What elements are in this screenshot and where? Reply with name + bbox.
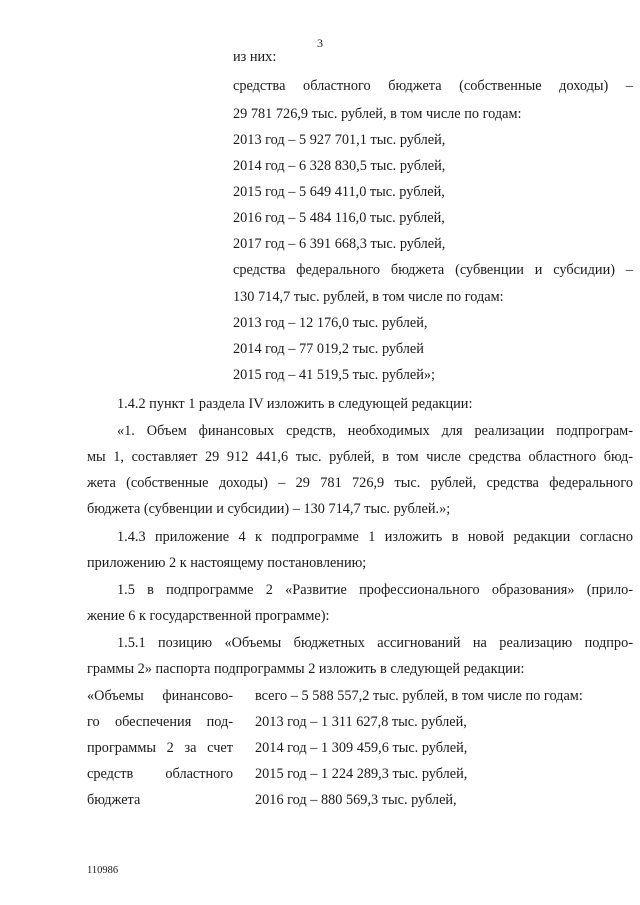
text-line: граммы 2» паспорта подпрограммы 2 изложить в следующей редакции: bbox=[87, 661, 525, 677]
table-right-cell: 2016 год – 880 569,3 тыс. рублей, bbox=[255, 792, 457, 808]
table-left-cell: программы 2 за счет bbox=[87, 740, 233, 756]
table-right-cell: 2013 год – 1 311 627,8 тыс. рублей, bbox=[255, 714, 467, 730]
text-line: 2014 год – 77 019,2 тыс. рублей bbox=[233, 341, 424, 357]
text-line: жета (собственные доходы) – 29 781 726,9 тыс. рублей, средства федерального bbox=[87, 475, 633, 491]
page-number: 3 bbox=[317, 36, 323, 50]
text-line: 2017 год – 6 391 668,3 тыс. рублей, bbox=[233, 236, 446, 252]
table-left-cell: средств областного bbox=[87, 766, 233, 782]
text-line: из них: bbox=[233, 49, 277, 65]
text-line: 1.5.1 позицию «Объемы бюджетных ассигнований на реализацию подпро- bbox=[117, 635, 633, 651]
table-right-cell: всего – 5 588 557,2 тыс. рублей, в том числе по годам: bbox=[255, 688, 583, 704]
text-line: 2016 год – 5 484 116,0 тыс. рублей, bbox=[233, 210, 445, 226]
table-right-cell: 2015 год – 1 224 289,3 тыс. рублей, bbox=[255, 766, 468, 782]
table-left-cell: бюджета bbox=[87, 792, 141, 808]
text-line: средства областного бюджета (собственные доходы) – bbox=[233, 78, 633, 94]
text-line: жение 6 к государственной программе): bbox=[87, 608, 330, 624]
text-line: 2015 год – 5 649 411,0 тыс. рублей, bbox=[233, 184, 445, 200]
text-line: бюджета (субвенции и субсидии) – 130 714,7 тыс. рублей.»; bbox=[87, 501, 451, 517]
text-line: 1.4.3 приложение 4 к подпрограмме 1 изложить в новой редакции согласно bbox=[117, 529, 633, 545]
text-line: 2014 год – 6 328 830,5 тыс. рублей, bbox=[233, 158, 446, 174]
text-line: 2013 год – 5 927 701,1 тыс. рублей, bbox=[233, 132, 446, 148]
text-line: 1.4.2 пункт 1 раздела IV изложить в следующей редакции: bbox=[117, 396, 473, 412]
text-line: 2015 год – 41 519,5 тыс. рублей»; bbox=[233, 367, 436, 383]
text-line: мы 1, составляет 29 912 441,6 тыс. рублей, в том числе средства областного бюд- bbox=[87, 449, 633, 465]
table-right-cell: 2014 год – 1 309 459,6 тыс. рублей, bbox=[255, 740, 468, 756]
footer-code: 110986 bbox=[87, 865, 119, 876]
text-line: 2013 год – 12 176,0 тыс. рублей, bbox=[233, 315, 428, 331]
table-left-cell: «Объемы финансово- bbox=[87, 688, 233, 704]
text-line: приложению 2 к настоящему постановлению; bbox=[87, 555, 367, 571]
table-left-cell: го обеспечения под- bbox=[87, 714, 233, 730]
text-line: 1.5 в подпрограмме 2 «Развитие профессионального образования» (прило- bbox=[117, 582, 633, 598]
text-line: 130 714,7 тыс. рублей, в том числе по годам: bbox=[233, 289, 504, 305]
text-line: «1. Объем финансовых средств, необходимых для реализации подпрограм- bbox=[117, 423, 633, 439]
text-line: 29 781 726,9 тыс. рублей, в том числе по годам: bbox=[233, 106, 522, 122]
text-line: средства федерального бюджета (субвенции и субсидии) – bbox=[233, 262, 633, 278]
